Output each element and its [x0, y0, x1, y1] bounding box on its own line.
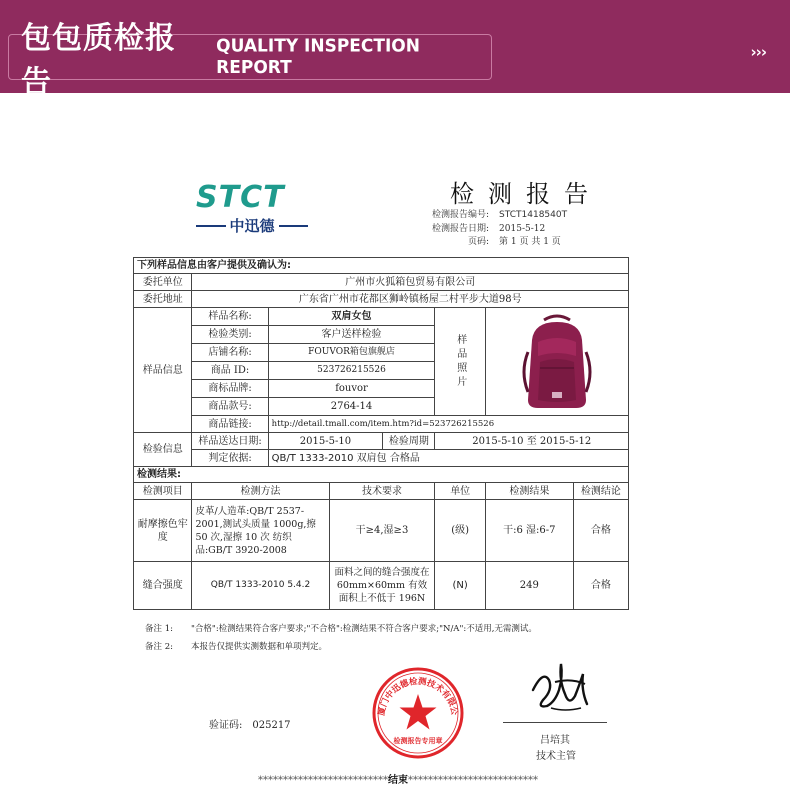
banner-title-en: QUALITY INSPECTION REPORT	[216, 36, 420, 78]
note-2-label: 备注 2:	[145, 642, 173, 652]
client-value: 广州市火狐箱包贸易有限公司	[192, 274, 629, 291]
product-link: http://detail.tmall.com/item.htm?id=523726215526	[268, 416, 628, 433]
end-stars-left: **************************	[258, 775, 388, 786]
column-header: 技术要求	[329, 483, 435, 500]
sample-row-label: 检验类别:	[192, 326, 268, 344]
link-label: 商品链接:	[192, 416, 268, 433]
sample-info-label: 样品信息	[134, 308, 192, 433]
report-date-value: 2015-5-12	[499, 224, 546, 234]
address-value: 广东省广州市花都区狮岭镇杨屋二村平步大道98号	[192, 291, 629, 308]
sent-date-label: 样品送达日期:	[192, 433, 268, 450]
inspection-table	[133, 257, 629, 610]
report-number	[432, 207, 567, 220]
signature-line	[503, 722, 607, 723]
note-1-text: "合格":检测结果符合客户要求;"不合格":检测结果不符合客户要求;"N/A":不适用,无需测试。	[191, 624, 537, 634]
seal-bottom-text: 检测报告专用章	[393, 737, 443, 745]
chevron-right-icon: ›››	[750, 43, 766, 61]
sample-row-label: 商标品牌:	[192, 380, 268, 398]
verification-code-label: 验证码:	[209, 720, 243, 731]
logo-text: STCT	[196, 180, 285, 215]
verification-code-value: 025217	[252, 720, 291, 731]
handwritten-signature-image	[525, 650, 595, 720]
sample-row-value: 客户送样检验	[268, 326, 435, 344]
result-item: 耐摩擦色牢度	[134, 500, 192, 562]
report-date-label: 检测报告日期:	[432, 224, 490, 234]
sample-row-label: 商品款号:	[192, 398, 268, 416]
result-conclusion: 合格	[573, 562, 628, 610]
inspection-info-label: 检验信息	[134, 433, 192, 467]
verification-code	[209, 716, 291, 731]
note-2-text: 本报告仅提供实测数据和单项判定。	[191, 642, 328, 652]
sample-photo	[485, 308, 628, 416]
column-header: 单位	[435, 483, 486, 500]
client-label: 委托单位	[134, 274, 192, 291]
company-logo	[196, 180, 308, 235]
results-section-heading: 检测结果:	[134, 467, 629, 483]
result-value: 干:6 湿:6-7	[485, 500, 573, 562]
sample-row-label: 商品 ID:	[192, 362, 268, 380]
end-stars-right: **************************	[408, 775, 538, 786]
end-word: 结束	[388, 775, 408, 786]
column-header: 检测结果	[485, 483, 573, 500]
basis-label: 判定依据:	[192, 450, 268, 467]
logo-divider	[196, 225, 226, 227]
basis-value: QB/T 1333-2010 双肩包 合格品	[268, 450, 628, 467]
photo-label-text: 样品照片	[454, 333, 466, 390]
result-method: 皮革/人造革:QB/T 2537-2001,测试头质量 1000g,擦 50 次,湿擦 10 次 纺织品:GB/T 3920-2008	[192, 500, 329, 562]
sample-row-value: 523726215526	[268, 362, 435, 380]
period-value: 2015-5-10 至 2015-5-12	[435, 433, 629, 450]
report-end-marker	[258, 771, 538, 786]
logo-subtitle: 中迅德	[229, 217, 275, 235]
report-page	[468, 234, 561, 247]
sent-date-value: 2015-5-10	[268, 433, 383, 450]
column-header: 检测方法	[192, 483, 329, 500]
header-banner	[0, 0, 790, 100]
report-number-value: STCT1418540T	[499, 210, 568, 220]
report-number-label: 检测报告编号:	[432, 210, 490, 220]
banner-title-box	[8, 21, 492, 100]
result-unit: (N)	[435, 562, 486, 610]
client-section-heading: 下列样品信息由客户提供及确认为:	[134, 258, 629, 274]
official-seal	[371, 666, 465, 764]
report-page-value: 第 1 页 共 1 页	[499, 237, 561, 247]
column-header: 检测结论	[573, 483, 628, 500]
report-date	[432, 221, 545, 234]
period-label: 检验周期	[383, 433, 435, 450]
note-1-label: 备注 1:	[145, 624, 173, 634]
signature	[525, 650, 595, 724]
column-header: 检测项目	[134, 483, 192, 500]
signer-title: 技术主管	[536, 751, 576, 762]
banner-title-cn: 包包质检报告	[21, 21, 176, 100]
signer-name: 吕培其	[540, 735, 570, 746]
photo-label	[435, 308, 486, 416]
sample-row-value: 双肩女包	[268, 308, 435, 326]
sample-row-value: 2764-14	[268, 398, 435, 416]
result-conclusion: 合格	[573, 500, 628, 562]
seal-arc-text: 厦门中迅德检测技术有限公	[376, 676, 460, 717]
result-value: 249	[485, 562, 573, 610]
note-2	[145, 640, 327, 652]
result-method: QB/T 1333-2010 5.4.2	[192, 562, 329, 610]
sample-row-label: 样品名称:	[192, 308, 268, 326]
logo-divider	[279, 225, 309, 227]
backpack-image	[514, 312, 600, 412]
sample-row-value: FOUVOR箱包旗舰店	[268, 344, 435, 362]
result-unit: (级)	[435, 500, 486, 562]
result-item: 缝合强度	[134, 562, 192, 610]
result-requirement: 干≥4,湿≥3	[329, 500, 435, 562]
result-requirement: 面料之间的缝合强度在 60mm×60mm 有效面积上不低于 196N	[329, 562, 435, 610]
sample-row-value: fouvor	[268, 380, 435, 398]
report-title: 检测报告	[450, 180, 602, 208]
note-1	[145, 622, 537, 634]
report-page-label: 页码:	[468, 237, 490, 247]
sample-row-label: 店铺名称:	[192, 344, 268, 362]
seal-stamp-image	[371, 666, 465, 760]
address-label: 委托地址	[134, 291, 192, 308]
